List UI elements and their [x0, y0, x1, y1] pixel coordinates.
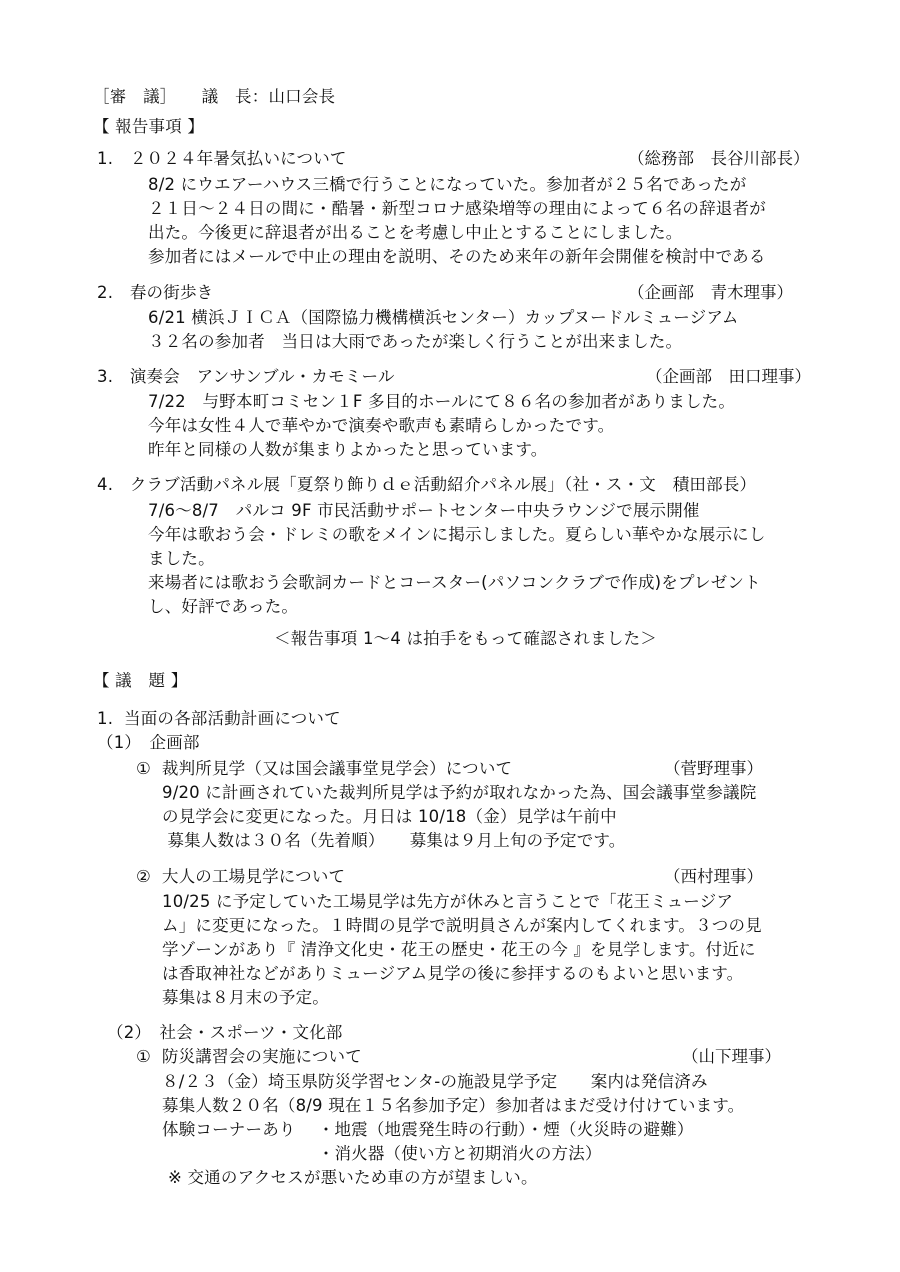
dept-1-label: （1） 企画部: [97, 733, 200, 752]
dept-1-item-2-title: ② 大人の工場見学について: [136, 867, 346, 886]
dept-2-item-1-line: 体験コーナーあり ・地震（地震発生時の行動）・煙（火災時の避難）: [162, 1120, 694, 1139]
report-3-line: 昨年と同様の人数が集まりよかったと思っています。: [148, 440, 548, 459]
dept-2-item-1-line: ８/２３（金）埼玉県防災学習センタ-の施設見学予定 案内は発信済み: [162, 1072, 708, 1091]
report-2-line: 6/21 横浜ＪＩＣＡ（国際協力機構横浜センター）カップヌードルミュージアム: [148, 308, 739, 327]
dept-2-item-1-line: ・消火器（使い方と初期消火の方法）: [162, 1144, 602, 1163]
report-3-owner: （企画部 田口理事）: [646, 367, 811, 386]
report-3-line: 今年は女性４人で華やかで演奏や歌声も素晴らしかったです。: [148, 416, 615, 435]
report-4-line: 今年は歌おう会・ドレミの歌をメインに掲示しました。夏らしい華やかな展示にし: [148, 525, 766, 544]
dept-1-item-1-line: の見学会に変更になった。月日は 10/18（金）見学は午前中: [162, 807, 617, 826]
dept-1-item-2-line: は香取神社などがありミュージアム見学の後に参拝するのもよいと思います。: [162, 964, 744, 983]
report-4-line: 7/6～8/7 パルコ 9F 市民活動サポートセンター中央ラウンジで展示開催: [148, 501, 700, 520]
dept-2-label: （2） 社会・スポーツ・文化部: [107, 1023, 343, 1042]
report-2-title: 2. 春の街歩き: [97, 283, 214, 302]
dept-1-item-1-line: 募集人数は３０名（先着順） 募集は９月上旬の予定です。: [162, 831, 626, 850]
dept-1-item-1-line: 9/20 に計画されていた裁判所見学は予約が取れなかった為、国会議事堂参議院: [162, 783, 757, 802]
dept-2-item-1-owner: （山下理事）: [682, 1047, 781, 1066]
report-3-line: 7/22 与野本町コミセン１F 多目的ホールにて８６名の参加者がありました。: [148, 392, 736, 411]
dept-1-item-2-owner: （西村理事）: [664, 867, 763, 886]
report-4-line: し、好評であった。: [148, 597, 299, 616]
reports-heading: 【 報告事項 】: [93, 117, 205, 136]
report-2-line: ３２名の参加者 当日は大雨であったが楽しく行うことが出来ました。: [148, 332, 683, 351]
report-1-line: 出た。今後更に辞退者が出ることを考慮し中止とすることにしました。: [148, 223, 683, 242]
report-1-line: 8/2 にウエアーハウス三橋で行うことになっていた。参加者が２５名であったが: [148, 175, 747, 194]
deliberation-chair-line: ［審 議］ 議 長：山口会長: [93, 87, 336, 106]
report-4-line: 来場者には歌おう会歌詞カードとコースター(パソコンクラブで作成)をプレゼント: [148, 573, 761, 592]
dept-1-item-2-line: 学ゾーンがあり『 清浄文化史・花王の歴史・花王の今 』を見学します。付近に: [162, 940, 756, 959]
dept-1-item-2-line: 10/25 に予定していた工場見学は先方が休みと言うことで「花王ミュージア: [162, 892, 734, 911]
dept-1-item-2-line: 募集は８月末の予定。: [162, 988, 329, 1007]
report-4-line: ました。: [148, 549, 215, 568]
report-1-title: 1. ２０２４年暑気払いについて: [97, 149, 347, 168]
report-1-line: ２１日～２４日の間に・酷暑・新型コロナ感染増等の理由によって６名の辞退者が: [148, 199, 766, 218]
dept-1-item-1-title: ① 裁判所見学（又は国会議事堂見学会）について: [136, 759, 513, 778]
report-1-line: 参加者にはメールで中止の理由を説明、そのため来年の新年会開催を検討中である: [148, 247, 766, 266]
dept-2-item-1-note: ※ 交通のアクセスが悪いため車の方が望ましい。: [168, 1168, 538, 1187]
dept-2-item-1-title: ① 防災講習会の実施について: [136, 1047, 362, 1066]
agenda-item-1: 1. 当面の各部活動計画について: [97, 709, 341, 728]
report-2-owner: （企画部 青木理事）: [628, 283, 793, 302]
agenda-heading: 【 議 題 】: [93, 671, 188, 690]
report-1-owner: （総務部 長谷川部長）: [628, 149, 810, 168]
dept-1-item-2-line: ム」に変更になった。１時間の見学で説明員さんが案内してくれます。３つの見: [162, 916, 762, 935]
dept-1-item-1-owner: （菅野理事）: [664, 759, 763, 778]
report-3-title: 3. 演奏会 アンサンブル・カモミール: [97, 367, 395, 386]
dept-2-item-1-line: 募集人数２０名（8/9 現在１５名参加予定）参加者はまだ受け付けています。: [162, 1096, 745, 1115]
confirmation-note: ＜報告事項 1～4 は拍手をもって確認されました＞: [274, 629, 657, 648]
report-4-title: 4. クラブ活動パネル展「夏祭り飾りｄｅ活動紹介パネル展」（社・ス・文 積田部長）: [97, 475, 757, 494]
